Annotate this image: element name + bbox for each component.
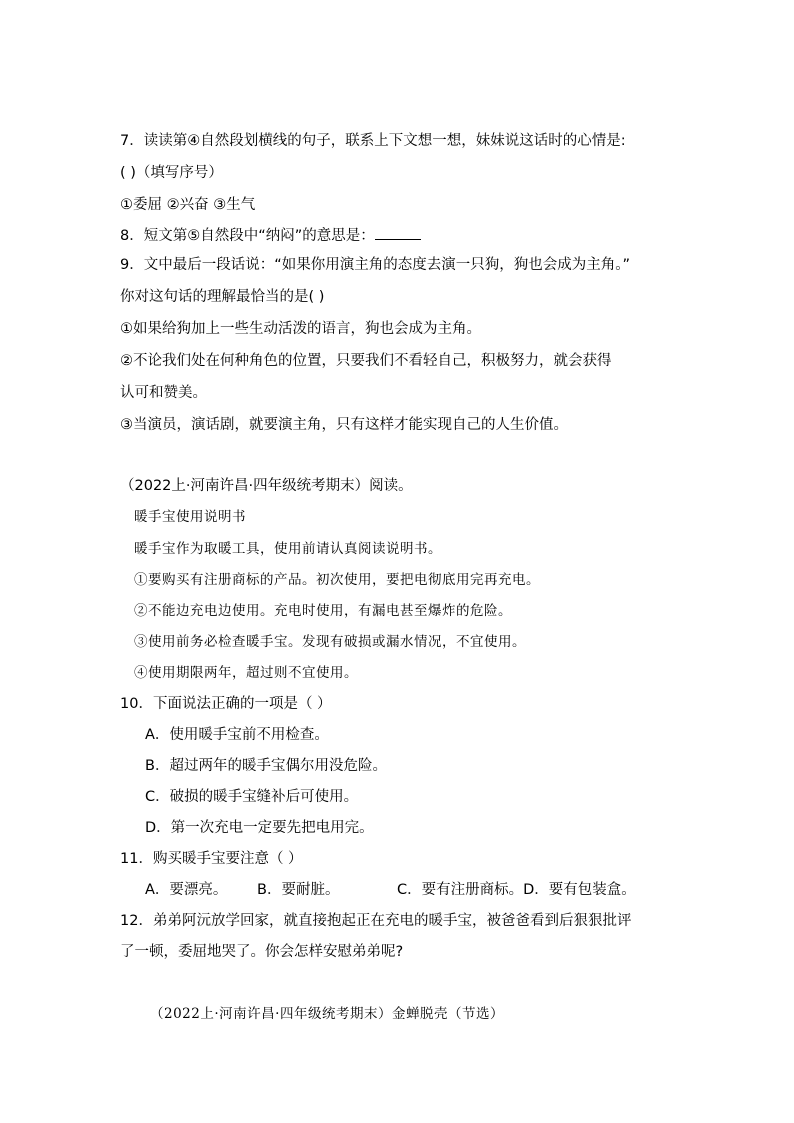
passage-line: ①要购买有注册商标的产品。初次使用，要把电彻底用完再充电。 bbox=[134, 572, 540, 588]
question-10-stem: 10．下面说法正确的一项是（ ） bbox=[120, 696, 332, 712]
question-10-option-a: A．使用暖手宝前不用检查。 bbox=[145, 727, 329, 743]
question-9-option-2-line-1: ②不论我们处在何种角色的位置，只要我们不看轻自己，积极努力，就会获得 bbox=[120, 353, 612, 369]
question-11-option-cd: C．要有注册商标。D．要有包装盒。 bbox=[397, 882, 636, 898]
question-7-line-2: ( )（填写序号） bbox=[120, 165, 223, 181]
question-11-option-b: B．要耐脏。 bbox=[257, 882, 340, 898]
question-8-text: 8．短文第⑤自然段中“纳闷”的意思是： bbox=[120, 228, 375, 244]
question-12-line-1: 12．弟弟阿沅放学回家，就直接抱起正在充电的暖手宝，被爸爸看到后狠狠批评 bbox=[120, 913, 632, 929]
question-10-option-b: B．超过两年的暖手宝偶尔用没危险。 bbox=[145, 758, 387, 774]
answer-blank bbox=[375, 225, 421, 240]
question-8 bbox=[120, 225, 421, 246]
question-10-option-c: C．破损的暖手宝缝补后可使用。 bbox=[145, 789, 359, 805]
question-12-line-2: 了一顿，委屈地哭了。你会怎样安慰弟弟呢? bbox=[120, 944, 404, 960]
question-9-option-3: ③当演员，演话剧，就要演主角，只有这样才能实现自己的人生价值。 bbox=[120, 417, 568, 433]
question-11-stem: 11．购买暖手宝要注意（ ） bbox=[120, 851, 303, 867]
question-7-line-1: 7．读读第④自然段划横线的句子，联系上下文想一想，妹妹说这话时的心情是: bbox=[120, 133, 626, 149]
passage-title: 暖手宝使用说明书 bbox=[134, 509, 246, 525]
section-2-source: （2022上·河南许昌·四年级统考期末）金蝉脱壳（节选） bbox=[150, 1006, 504, 1022]
question-9-option-1: ①如果给狗加上一些生动活泼的语言，狗也会成为主角。 bbox=[120, 321, 481, 337]
question-7-options: ①委屈 ②兴奋 ③生气 bbox=[120, 197, 256, 213]
passage-line: 暖手宝作为取暖工具，使用前请认真阅读说明书。 bbox=[134, 541, 442, 557]
passage-line: ④使用期限两年，超过则不宜使用。 bbox=[134, 665, 358, 681]
question-9-line-2: 你对这句话的理解最恰当的是( ) bbox=[120, 289, 325, 305]
passage-line: ③使用前务必检查暖手宝。发现有破损或漏水情况，不宜使用。 bbox=[134, 634, 526, 650]
section-1-source: （2022上·河南许昌·四年级统考期末）阅读。 bbox=[120, 478, 413, 494]
question-10-option-d: D．第一次充电一定要先把电用完。 bbox=[145, 820, 374, 836]
passage-line: ②不能边充电边使用。充电时使用，有漏电甚至爆炸的危险。 bbox=[134, 603, 512, 619]
question-11-option-a: A．要漂亮。 bbox=[145, 882, 228, 898]
question-9-line-1: 9．文中最后一段话说：“如果你用演主角的态度去演一只狗，狗也会成为主角。” bbox=[120, 257, 630, 273]
question-9-option-2-line-2: 认可和赞美。 bbox=[120, 385, 207, 401]
